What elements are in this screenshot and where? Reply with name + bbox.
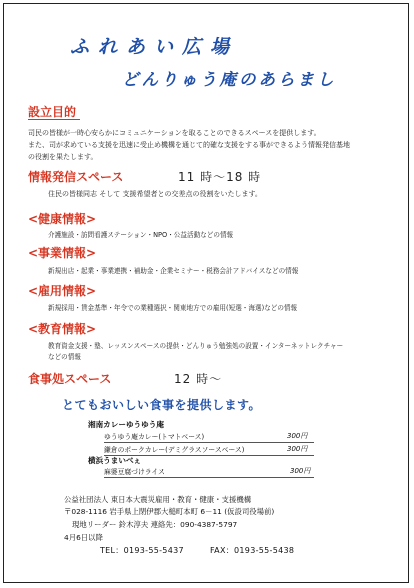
purpose-line2: また、司が求めている支援を迅速に受止め機構を通じて的確な支援をする事ができるよう情報発信基地 — [28, 141, 350, 149]
menu-group2-name: 横浜うまいべぇ — [88, 456, 142, 465]
menu-item-price: 300円 — [287, 432, 308, 440]
purpose-line3: の役割を果たします。 — [28, 153, 98, 161]
health-heading: <健康情報> — [28, 212, 97, 226]
health-desc: 介護施設・訪問看護ステーション・NPO・公益活動などの情報 — [48, 231, 234, 239]
menu-item-price: 300円 — [290, 467, 311, 475]
menu-item-price: 300円 — [287, 445, 308, 453]
footer-date-note: 4月6日以降 — [64, 533, 103, 542]
education-heading: <教育情報> — [28, 322, 97, 336]
footer-fax: FAX：0193-55-5438 — [210, 546, 295, 555]
education-desc1: 教育資金支援・塾、レッスンスペースの提供・どんりゅう勉強処の設置・インターネットレクチャー — [48, 342, 344, 350]
business-heading: <事業情報> — [28, 246, 97, 260]
info-space-desc: 住民の皆様同志 そして 支援希望者との交差点の役割をいたします。 — [48, 190, 262, 198]
title-line2: どんりゅう庵のあらまし — [122, 70, 337, 89]
title-line1: ふれあい広場 — [70, 36, 239, 58]
info-space-heading: 情報発信スペース — [28, 170, 124, 184]
menu-item-name: ゆうゆう庵カレー(トマトベース) — [104, 433, 205, 441]
purpose-underline — [28, 119, 80, 120]
menu-row-divider — [104, 477, 314, 478]
menu-item-name: 麻婆豆腐づけライス — [104, 468, 165, 476]
education-desc2: などの情報 — [48, 353, 81, 361]
employment-desc: 新規採用・賃金基準・年令での業種選択・関東地方での雇用(短選・海選)などの情報 — [48, 304, 298, 312]
food-space-hours: 12 時～ — [174, 372, 223, 386]
employment-heading: <雇用情報> — [28, 284, 97, 298]
footer-address: 〒028-1116 岩手県上閉伊郡大槌町本町 6－11 (仮設司役場前) — [64, 507, 275, 516]
footer-leader: 現地リーダー 鈴木淳夫 連絡先：090-4387-5797 — [72, 520, 238, 529]
info-space-hours: 11 時～18 時 — [178, 170, 262, 184]
business-desc: 新規出店・起業・事業連携・補助金・企業セミナー・税務会計アドバイスなどの情報 — [48, 267, 299, 275]
menu-item-name: 鎌倉のポークカレー(デミグラスソースベース) — [104, 446, 245, 454]
footer-org: 公益社団法人 東日本大震災雇用・教育・健康・支援機構 — [64, 495, 252, 504]
purpose-line1: 司民の皆様が一時心安らかにコミュニケーションを取ることのできるスペースを提供します。 — [28, 129, 321, 137]
purpose-heading: 設立目的 — [28, 105, 77, 119]
food-space-heading: 食事処スペース — [28, 372, 112, 386]
menu-row-divider — [104, 442, 314, 443]
menu-group1-name: 湘南カレーゆうゆう庵 — [88, 420, 164, 429]
footer-tel: TEL：0193-55-5437 — [100, 546, 184, 555]
food-tagline: とてもおいしい食事を提供します。 — [62, 398, 262, 412]
